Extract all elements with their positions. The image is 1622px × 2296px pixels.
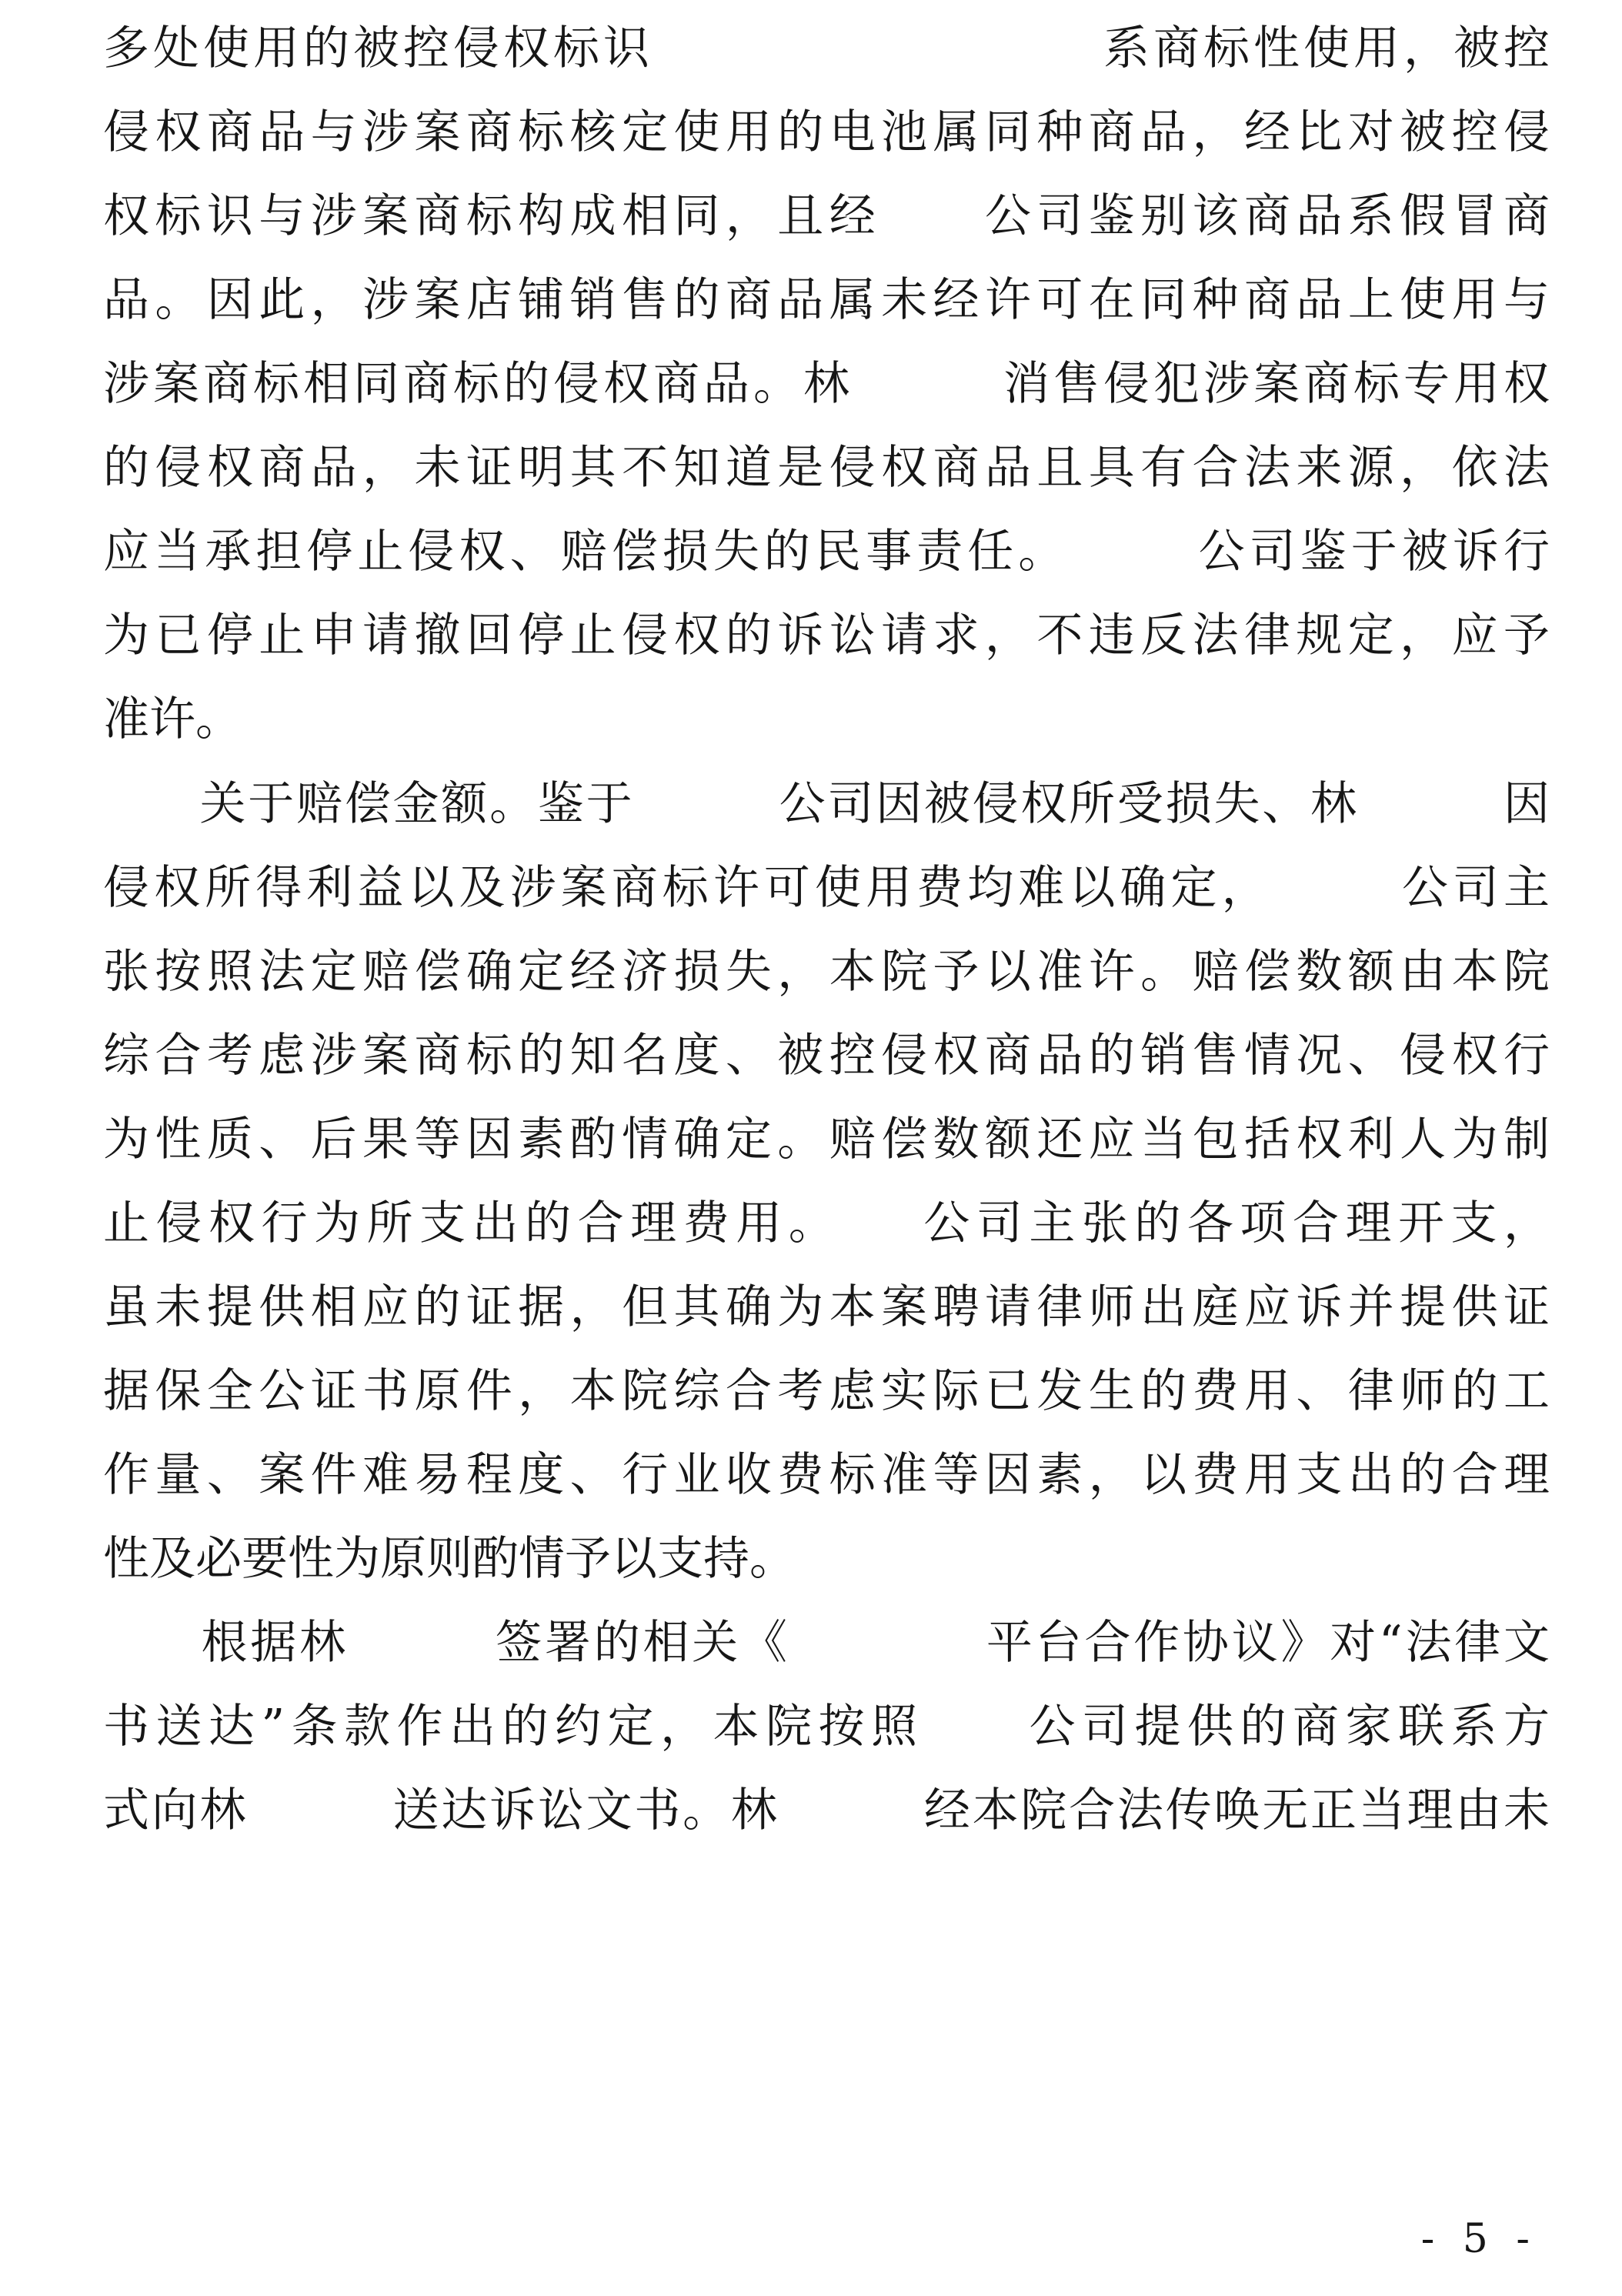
paragraph-start-line: 根据林 签署的相关《 平台合作协议》对“法律文 (103, 1616, 1550, 1670)
page-number: - 5 - (1420, 2216, 1537, 2262)
body-text-line: 作量、案件难易程度、行业收费标准等因素，以费用支出的合理 (103, 1448, 1550, 1502)
body-text-line: 式向林 送达诉讼文书。林 经本院合法传唤无正当理由未 (103, 1784, 1550, 1837)
body-text-line: 为性质、后果等因素酌情确定。赔偿数额还应当包括权利人为制 (103, 1113, 1550, 1166)
paragraph-end-line: 性及必要性为原则酌情予以支持。 (103, 1532, 796, 1586)
body-text-line: 张按照法定赔偿确定经济损失，本院予以准许。赔偿数额由本院 (103, 945, 1550, 999)
body-text-line: 涉案商标相同商标的侵权商品。林 消售侵犯涉案商标专用权 (103, 357, 1550, 411)
body-text-line: 品。因此，涉案店铺销售的商品属未经许可在同种商品上使用与 (103, 273, 1550, 327)
paragraph-end-line: 准许。 (103, 692, 242, 746)
body-text-line: 综合考虑涉案商标的知名度、被控侵权商品的销售情况、侵权行 (103, 1029, 1550, 1083)
body-text-line: 虽未提供相应的证据，但其确为本案聘请律师出庭应诉并提供证 (103, 1280, 1550, 1334)
body-text-line: 应当承担停止侵权、赔偿损失的民事责任。 公司鉴于被诉行 (103, 525, 1550, 579)
body-text-line: 的侵权商品，未证明其不知道是侵权商品且具有合法来源，依法 (103, 441, 1550, 495)
body-text-line: 多处使用的被控侵权标识 系商标性使用，被控 (103, 22, 1550, 75)
body-text-line: 侵权所得利益以及涉案商标许可使用费均难以确定， 公司主 (103, 861, 1550, 915)
body-text-line: 据保全公证书原件，本院综合考虑实际已发生的费用、律师的工 (103, 1364, 1550, 1418)
body-text-line: 止侵权行为所支出的合理费用。 公司主张的各项合理开支， (103, 1196, 1550, 1250)
body-text-line: 书送达”条款作出的约定，本院按照 公司提供的商家联系方 (103, 1700, 1550, 1754)
body-text-line: 侵权商品与涉案商标核定使用的电池属同种商品，经比对被控侵 (103, 105, 1550, 159)
paragraph-start-line: 关于赔偿金额。鉴于 公司因被侵权所受损失、林 因 (103, 777, 1550, 831)
body-text-line: 为已停止申请撤回停止侵权的诉讼请求，不违反法律规定，应予 (103, 609, 1550, 662)
body-text-line: 权标识与涉案商标构成相同，且经 公司鉴别该商品系假冒商 (103, 189, 1550, 243)
